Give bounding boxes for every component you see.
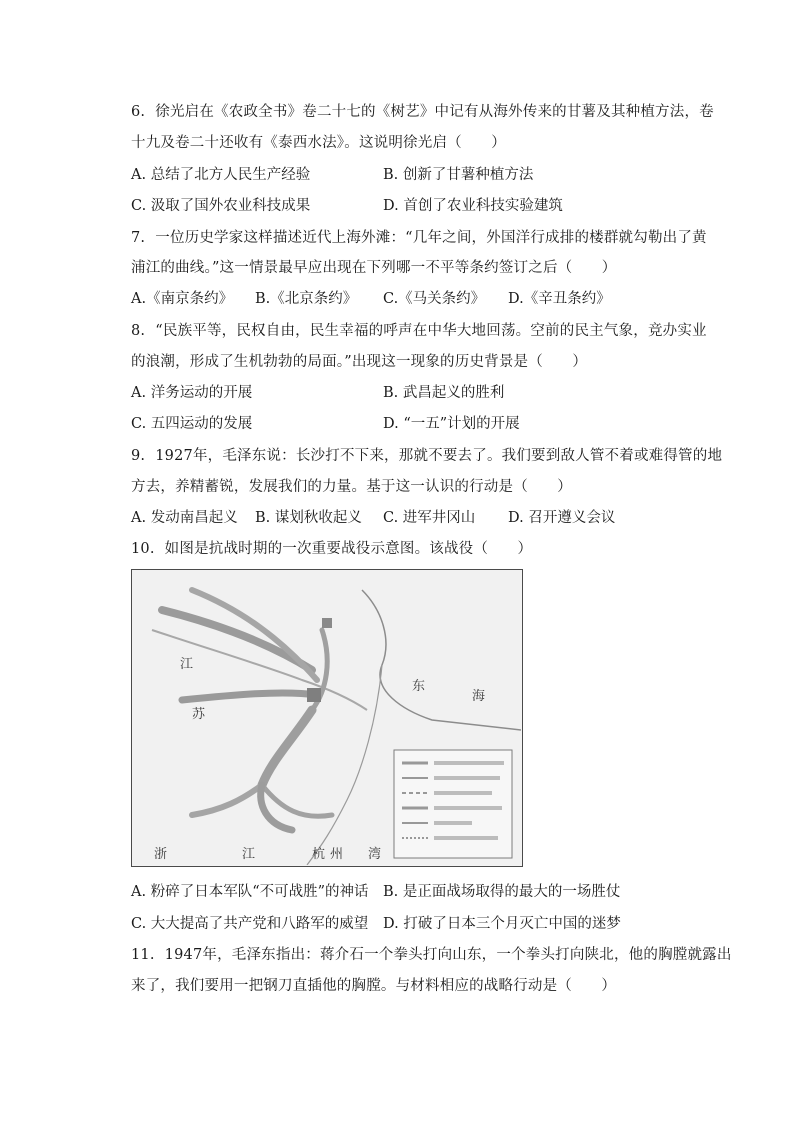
question-7-option-c: C.《马关条约》 xyxy=(383,291,486,307)
map-label-4: 海 xyxy=(472,689,486,704)
question-8-line-2: 的浪潮，形成了生机勃勃的局面。”出现这一现象的历史背景是（ ） xyxy=(131,354,588,370)
map-label-9: 湾 xyxy=(368,847,382,862)
question-6-line-2: 十九及卷二十还收有《泰西水法》。这说明徐光启（ ） xyxy=(131,135,506,151)
question-8-option-a: A. 洋务运动的开展 xyxy=(131,385,253,401)
question-9-line-2: 方去，养精蓄锐，发展我们的力量。基于这一认识的行动是（ ） xyxy=(131,479,572,495)
question-6-option-b: B. 创新了甘薯种植方法 xyxy=(383,167,534,183)
question-9-option-b: B. 谋划秋收起义 xyxy=(255,510,362,526)
question-9-option-a: A. 发动南昌起义 xyxy=(131,510,238,526)
question-8-option-b: B. 武昌起义的胜利 xyxy=(383,385,505,401)
map-label-7: 杭 xyxy=(312,847,326,862)
question-8-option-c: C. 五四运动的发展 xyxy=(131,416,253,432)
question-6-option-d: D. 首创了农业科技实验建筑 xyxy=(383,198,563,214)
map-label-5: 浙 xyxy=(154,847,168,862)
question-7-option-a: A.《南京条约》 xyxy=(131,291,234,307)
question-7-option-d: D.《辛丑条约》 xyxy=(508,291,611,307)
question-10-option-c: C. 大大提高了共产党和八路军的威望 xyxy=(131,916,369,932)
battle-map-drawing xyxy=(132,570,521,865)
question-6-text-1: 徐光启在《农政全书》卷二十七的《树艺》中记有从海外传来的甘薯及其种植方法，卷 xyxy=(155,104,714,120)
question-11-line-2: 来了，我们要用一把钢刀直插他的胸膛。与材料相应的战略行动是（ ） xyxy=(131,978,617,994)
question-6-number: 6. xyxy=(131,104,146,120)
question-8-option-d: D. “一五”计划的开展 xyxy=(383,416,520,432)
question-6-option-a: A. 总结了北方人民生产经验 xyxy=(131,167,311,183)
map-label-1: 江 xyxy=(180,657,194,672)
question-8-number: 8. xyxy=(131,323,146,339)
battle-map xyxy=(131,569,523,867)
question-10-number: 10. xyxy=(131,541,155,557)
question-7-option-b: B.《北京条约》 xyxy=(255,291,358,307)
question-7-text-1: 一位历史学家这样描述近代上海外滩：“几年之间，外国洋行成排的楼群就勾勒出了黄 xyxy=(155,230,707,246)
question-10-text-1: 如图是抗战时期的一次重要战役示意图。该战役（ ） xyxy=(164,541,533,557)
map-label-3: 东 xyxy=(412,679,426,694)
question-7-number: 7. xyxy=(131,230,146,246)
question-8-line-1 xyxy=(131,321,707,341)
map-label-2: 苏 xyxy=(192,707,206,722)
question-7-line-2: 浦江的曲线。”这一情景最早应出现在下列哪一不平等条约签订之后（ ） xyxy=(131,260,617,276)
map-label-8: 州 xyxy=(330,847,344,862)
question-10-option-d: D. 打破了日本三个月灭亡中国的迷梦 xyxy=(383,916,621,932)
question-9-text-1: 1927年，毛泽东说：长沙打不下来，那就不要去了。我们要到敌人管不着或难得管的地 xyxy=(155,448,723,464)
question-11-text-1: 1947年，毛泽东指出：蒋介石一个拳头打向山东，一个拳头打向陕北，他的胸膛就露出 xyxy=(164,947,732,963)
question-9-line-1 xyxy=(131,446,722,466)
question-10-line-1 xyxy=(131,539,532,559)
question-9-number: 9. xyxy=(131,448,146,464)
question-8-text-1: “民族平等，民权自由，民生幸福的呼声在中华大地回荡。空前的民主气象，竞办实业 xyxy=(155,323,707,339)
question-10-option-b: B. 是正面战场取得的最大的一场胜仗 xyxy=(383,884,621,900)
question-11-line-1 xyxy=(131,945,732,965)
question-6-line-1 xyxy=(131,102,714,122)
question-10-option-a: A. 粉碎了日本军队“不可战胜”的神话 xyxy=(131,884,369,900)
question-9-option-d: D. 召开遵义会议 xyxy=(508,510,616,526)
question-6-option-c: C. 汲取了国外农业科技成果 xyxy=(131,198,311,214)
question-11-number: 11. xyxy=(131,947,155,963)
question-7-line-1 xyxy=(131,228,707,248)
map-label-6: 江 xyxy=(242,847,256,862)
question-9-option-c: C. 进军井冈山 xyxy=(383,510,476,526)
